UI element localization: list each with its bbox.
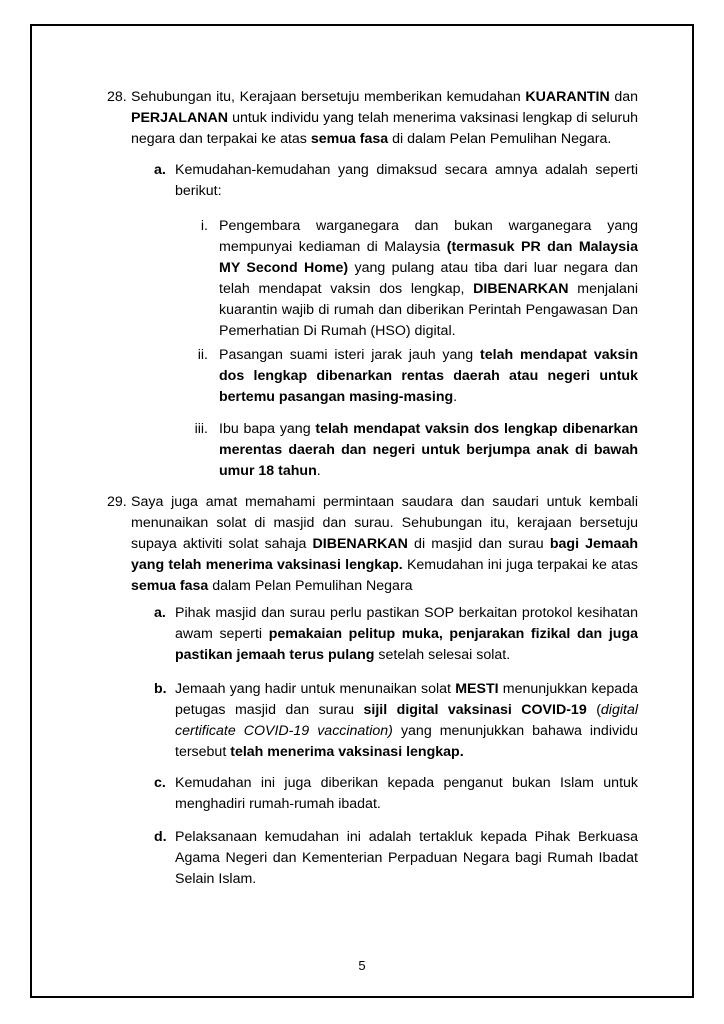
- item-label: b.: [154, 681, 167, 697]
- subitem-text: [219, 419, 638, 482]
- item-text: [175, 827, 638, 890]
- text-run: Sehubungan itu, Kerajaan bersetuju memberikan kemudahan: [131, 89, 526, 105]
- text-run: Pengembara warganegara dan bukan warganegara yang mempunyai kediaman di Malaysia: [219, 218, 638, 255]
- paragraph-number: 29.: [107, 494, 127, 510]
- text-run: Pasangan suami isteri jarak jauh yang: [219, 347, 481, 363]
- text-run: setelah selesai solat.: [374, 647, 511, 663]
- bold-text: MESTI: [455, 681, 499, 697]
- paragraph-text: [131, 492, 638, 597]
- text-run: yang pulang atau tiba dari luar negara dan telah mendapat vaksin dos lengkap,: [219, 260, 638, 297]
- text-run: Saya juga amat memahami permintaan saudara dan saudari untuk kembali menunaikan solat di masjid dan surau. Sehubungan itu, kerajaan bersetuju supaya aktiviti solat sahaja: [131, 494, 638, 552]
- item-label: a.: [154, 605, 166, 621]
- item-text: [175, 773, 638, 815]
- text-run: di masjid dan surau: [407, 536, 550, 552]
- text-run: menunjukkan kepada petugas masjid dan surau: [175, 681, 638, 718]
- page-number: 5: [358, 958, 366, 973]
- text-run: .: [316, 463, 321, 479]
- text-run: Pihak masjid dan surau perlu pastikan SOP berkaitan protokol kesihatan awam seperti: [175, 605, 638, 642]
- bold-text: PERJALANAN: [131, 110, 228, 126]
- text-run: untuk individu yang telah menerima vaksinasi lengkap di seluruh negara dan terpakai ke atas: [131, 110, 638, 147]
- text-run: Kemudahan ini juga terpakai ke atas: [402, 557, 638, 573]
- item-label: a.: [154, 162, 166, 178]
- bold-text: KUARANTIN: [525, 89, 610, 105]
- bold-text: DIBENARKAN: [312, 536, 408, 552]
- text-run: yang menunjukkan bahawa individu tersebut: [175, 723, 638, 760]
- bold-text: telah mendapat vaksin dos lengkap dibenarkan rentas daerah atau negeri untuk bertemu pasangan masing-masing: [219, 347, 638, 405]
- bold-text: bagi Jemaah yang telah menerima vaksinasi lengkap.: [131, 536, 638, 573]
- bold-text: telah mendapat vaksin dos lengkap dibenarkan merentas daerah dan negeri untuk berjumpa anak di bawah umur 18 tahun: [219, 421, 639, 479]
- subitem-text: [219, 216, 638, 342]
- text-run: menjalani kuarantin wajib di rumah dan diberikan Perintah Pengawasan Dan Pemerhatian Di Rumah (HSO) digital.: [219, 281, 638, 339]
- bold-text: telah menerima vaksinasi lengkap.: [230, 744, 464, 760]
- item-label: c.: [154, 775, 166, 791]
- subitem-text: [219, 345, 638, 408]
- text-run: .: [453, 389, 458, 405]
- subitem-label: ii.: [197, 347, 208, 363]
- text-run: Kemudahan ini juga diberikan kepada penganut bukan Islam untuk menghadiri rumah-rumah ibadat.: [175, 775, 638, 812]
- bold-text: DIBENARKAN: [473, 281, 569, 297]
- item-label: d.: [154, 829, 167, 845]
- paragraph-text: [131, 87, 638, 150]
- text-run: (: [586, 702, 601, 718]
- text-run: dalam Pelan Pemulihan Negara: [208, 578, 413, 594]
- text-run: dan: [609, 89, 638, 105]
- bold-text: pemakaian pelitup muka, penjarakan fizikal dan juga pastikan jemaah terus pulang: [175, 626, 638, 663]
- text-run: Kemudahan-kemudahan yang dimaksud secara amnya adalah seperti berikut:: [175, 162, 638, 199]
- text-run: Jemaah yang hadir untuk menunaikan solat: [175, 681, 456, 697]
- item-text: [175, 679, 638, 763]
- bold-text: semua fasa: [310, 131, 389, 147]
- bold-text: (termasuk PR dan Malaysia MY Second Home): [219, 239, 638, 276]
- italic-text: digital certificate COVID-19 vaccination): [175, 702, 638, 739]
- paragraph-number: 28.: [107, 89, 127, 105]
- item-text: [175, 160, 638, 202]
- text-run: Pelaksanaan kemudahan ini adalah tertakluk kepada Pihak Berkuasa Agama Negeri dan Kementerian Perpaduan Negara bagi Rumah Ibadat Selain Islam.: [175, 829, 638, 887]
- bold-text: sijil digital vaksinasi COVID-19: [363, 702, 587, 718]
- text-run: Ibu bapa yang: [219, 421, 316, 437]
- subitem-label: i.: [200, 218, 208, 234]
- item-text: [175, 603, 638, 666]
- text-run: di dalam Pelan Pemulihan Negara.: [388, 131, 612, 147]
- bold-text: semua fasa: [131, 578, 209, 594]
- subitem-label: iii.: [194, 421, 208, 437]
